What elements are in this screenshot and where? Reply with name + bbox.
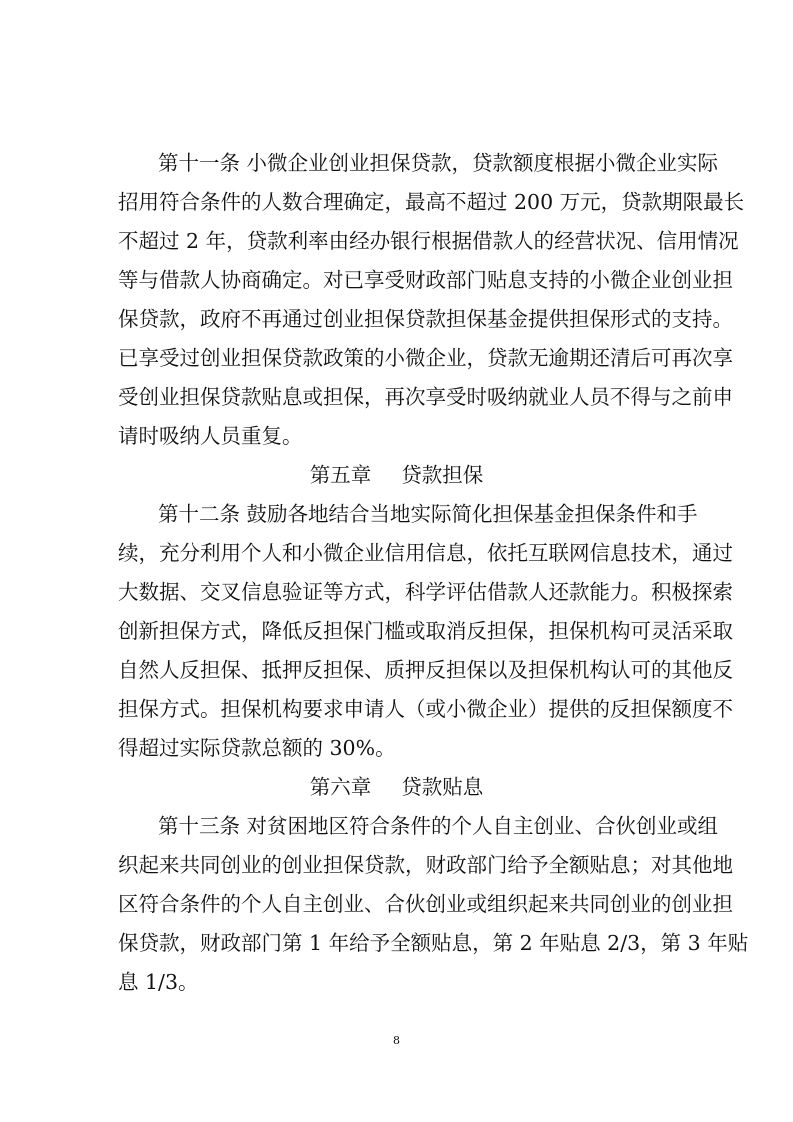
article-12-line-3: 大数据、交叉信息验证等方式，科学评估借款人还款能力。积极探索 bbox=[118, 580, 733, 604]
chapter-6-title: 贷款贴息 bbox=[401, 775, 484, 799]
article-11-line-2: 招用符合条件的人数合理确定，最高不超过 200 万元，贷款期限最长 bbox=[118, 190, 745, 214]
chapter-5-heading bbox=[0, 459, 793, 491]
article-12-line-5: 自然人反担保、抵押反担保、质押反担保以及担保机构认可的其他反 bbox=[118, 658, 733, 682]
article-13-line-3: 区符合条件的个人自主创业、合伙创业或组织起来共同创业的创业担 bbox=[118, 892, 733, 916]
article-11-line-7: 受创业担保贷款贴息或担保，再次享受时吸纳就业人员不得与之前申 bbox=[118, 385, 733, 409]
article-12-line-6: 担保方式。担保机构要求申请人（或小微企业）提供的反担保额度不 bbox=[118, 697, 733, 721]
page-number: 8 bbox=[393, 1034, 400, 1047]
chapter-5-number: 第五章 bbox=[309, 463, 372, 487]
article-13-line-4: 保贷款，财政部门第 1 年给予全额贴息，第 2 年贴息 2/3，第 3 年贴 bbox=[118, 931, 749, 955]
article-11-line-6: 已享受过创业担保贷款政策的小微企业，贷款无逾期还清后可再次享 bbox=[118, 346, 733, 370]
chapter-6-number: 第六章 bbox=[309, 775, 372, 799]
article-13-line-5: 息 1/3。 bbox=[118, 970, 199, 994]
chapter-6-heading bbox=[0, 771, 793, 803]
article-11-line-5: 保贷款，政府不再通过创业担保贷款担保基金提供担保形式的支持。 bbox=[118, 307, 733, 331]
article-12-line-2: 续，充分利用个人和小微企业信用信息，依托互联网信息技术，通过 bbox=[118, 541, 733, 565]
chapter-5-title: 贷款担保 bbox=[401, 463, 484, 487]
article-11-line-3: 不超过 2 年，贷款利率由经办银行根据借款人的经营状况、信用情况 bbox=[118, 229, 739, 253]
article-12-line-1: 第十二条 鼓励各地结合当地实际简化担保基金担保条件和手 bbox=[158, 502, 698, 526]
article-11-line-4: 等与借款人协商确定。对已享受财政部门贴息支持的小微企业创业担 bbox=[118, 268, 733, 292]
article-11-line-8: 请时吸纳人员重复。 bbox=[118, 424, 303, 448]
article-12-line-7: 得超过实际贷款总额的 30%。 bbox=[118, 736, 396, 760]
article-11-line-1: 第十一条 小微企业创业担保贷款，贷款额度根据小微企业实际 bbox=[158, 151, 719, 175]
article-13-line-2: 织起来共同创业的创业担保贷款，财政部门给予全额贴息；对其他地 bbox=[118, 853, 733, 877]
article-12-line-4: 创新担保方式，降低反担保门槛或取消反担保，担保机构可灵活采取 bbox=[118, 619, 733, 643]
article-13-line-1: 第十三条 对贫困地区符合条件的个人自主创业、合伙创业或组 bbox=[158, 814, 719, 838]
